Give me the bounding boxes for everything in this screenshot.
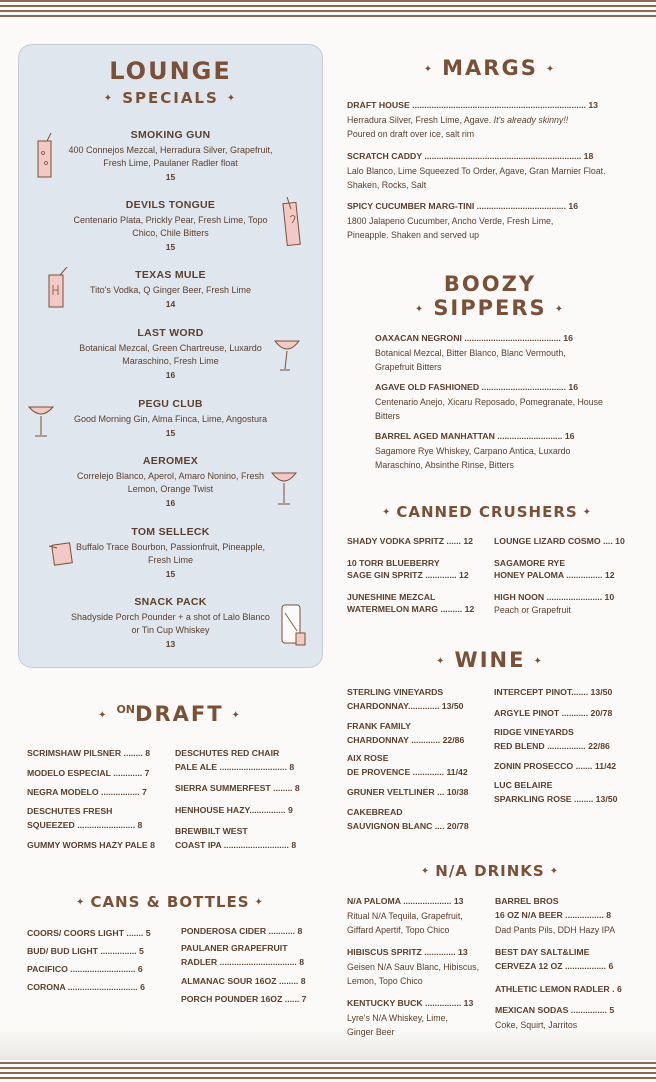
sippers-title — [340, 296, 640, 320]
star-icon: ✦ — [231, 709, 242, 721]
draft-title — [20, 702, 320, 726]
item-desc: Dad Pants Pils, DDH Hazy IPA — [495, 925, 616, 935]
menu-item — [347, 557, 469, 581]
item-row: JUNESHINE MEZCAL — [347, 592, 436, 602]
lounge-specials-panel — [18, 44, 323, 668]
item-row: MODELO ESPECIAL ............ 7 — [27, 768, 150, 778]
cocktail-desc: Botanical Mezcal, Green Chartreuse, Luxardo Maraschino, Fresh Lime — [79, 343, 262, 366]
draft-title-text: DRAFT — [135, 702, 224, 726]
menu-item — [495, 895, 645, 937]
item-row: CAKEBREAD — [347, 807, 403, 817]
item-row: PACIFICO ........................... 6 — [27, 964, 143, 974]
cocktail-name: DEVILS TONGUE — [125, 199, 216, 211]
menu-item — [495, 946, 613, 972]
item-desc: 1800 Jalapeno Cucumber, Ancho Verde, Fresh Lime, Pineapple. Shaken and served up — [347, 216, 554, 240]
item-row: ALMANAC SOUR 16OZ ........ 8 — [181, 976, 306, 986]
cocktail-price: 13 — [165, 639, 176, 649]
cocktail-price: 15 — [165, 428, 176, 438]
menu-item — [347, 720, 464, 746]
item-desc: Botanical Mezcal, Bitter Blanco, Blanc Vermouth, Grapefruit Bitters — [375, 348, 566, 372]
item-row: 10 TORR BLUEBERRY — [347, 558, 440, 568]
item-row: SIERRA SUMMERFEST ........ 8 — [175, 783, 300, 793]
item-desc: Geisen N/A Sauv Blanc, Hibiscus, Lemon, Topo Chico — [347, 962, 480, 986]
cocktail-price: 15 — [165, 242, 176, 252]
menu-item — [375, 381, 605, 423]
menu-item — [347, 591, 474, 615]
cocktail-desc: Good Morning Gin, Alma Finca, Lime, Angostura — [73, 414, 268, 424]
item-row: N/A PALOMA .................... 13 — [347, 896, 464, 906]
item-row: HENHOUSE HAZY............... 9 — [175, 805, 293, 815]
item-row-2: WATERMELON MARG ......... 12 — [347, 604, 475, 614]
menu-item — [27, 767, 149, 779]
item-row: SCRIMSHAW PILSNER ........ 8 — [27, 748, 151, 758]
menu-item — [347, 535, 473, 547]
draft-title-on: ON — [116, 703, 136, 716]
star-icon: ✦ — [436, 655, 447, 667]
menu-item — [347, 786, 469, 798]
menu-item — [27, 981, 145, 993]
cocktail-price: 14 — [165, 299, 176, 309]
menu-item — [494, 779, 617, 805]
menu-item — [27, 927, 151, 939]
highball-glass-icon — [35, 133, 55, 181]
cocktail-price: 16 — [165, 370, 176, 380]
menu-item — [494, 557, 615, 581]
cocktail-item — [19, 199, 322, 252]
menu-item — [347, 150, 617, 192]
item-row: HIGH NOON ....................... 10 — [494, 592, 615, 602]
item-desc: Peach or Grapefruit — [494, 605, 571, 615]
cocktail-name: LAST WORD — [137, 327, 204, 339]
item-row: INTERCEPT PINOT....... 13/50 — [494, 687, 613, 697]
menu-item — [347, 200, 592, 242]
na-title — [340, 862, 640, 880]
mule-glass-icon — [45, 267, 71, 311]
item-row: GRUNER VELTLINER ... 10/38 — [347, 787, 469, 797]
cocktail-desc: 400 Connejos Mezcal, Herradura Silver, Grapefruit, Fresh Lime, Paulaner Radler float — [68, 145, 273, 168]
menu-item — [27, 945, 144, 957]
item-row: BEST DAY SALT&LIME — [495, 947, 590, 957]
cocktail-name: TOM SELLECK — [131, 526, 210, 538]
item-row: LUC BELAIRE — [494, 780, 553, 790]
item-row: ZONIN PROSECCO ....... 11/42 — [494, 761, 617, 771]
canned-title — [332, 503, 642, 521]
cocktail-price: 16 — [165, 498, 176, 508]
menu-item — [181, 975, 306, 987]
item-row: PONDEROSA CIDER ........... 8 — [181, 926, 303, 936]
item-row-2: HONEY PALOMA ............... 12 — [494, 570, 615, 580]
item-row-2: CHARDONNAY ............ 22/86 — [347, 735, 465, 745]
star-icon: ✦ — [103, 93, 115, 104]
item-row: SCRATCH CADDY ................................................................. 18 — [347, 151, 594, 161]
margs-title-text: MARGS — [442, 56, 538, 80]
menu-item — [347, 997, 474, 1039]
top-stripes — [0, 0, 656, 20]
item-row: AGAVE OLD FASHIONED ................................... 16 — [375, 382, 579, 392]
lounge-subtitle-text: SPECIALS — [122, 89, 219, 107]
item-row-2: SAGE GIN SPRITZ ............. 12 — [347, 570, 469, 580]
menu-item — [347, 946, 487, 988]
menu-item — [181, 993, 307, 1005]
coupe-glass-icon — [272, 335, 302, 373]
item-row: LOUNGE LIZARD COSMO .... 10 — [494, 536, 625, 546]
item-desc: Centenario Anejo, Xicaru Reposado, Pomegranate, House Bitters — [375, 397, 603, 421]
item-row: PORCH POUNDER 16OZ ...... 7 — [181, 994, 307, 1004]
cocktail-price: 15 — [165, 569, 176, 579]
menu-item — [175, 747, 294, 773]
star-icon: ✦ — [76, 897, 86, 908]
item-row: ARGYLE PINOT ........... 20/78 — [494, 708, 613, 718]
na-title-text: N/A DRINKS — [435, 862, 545, 880]
menu-item — [347, 99, 637, 141]
menu-item — [27, 747, 150, 759]
item-row-2: CERVEZA 12 OZ ................. 6 — [495, 961, 614, 971]
menu-item — [375, 430, 605, 472]
star-icon: ✦ — [381, 507, 392, 518]
item-row: BARREL AGED MANHATTAN ........................... 16 — [375, 431, 575, 441]
cocktail-name: PEGU CLUB — [138, 398, 203, 410]
lounge-subtitle — [19, 89, 322, 107]
item-desc: Coke, Squirt, Jarritos — [495, 1020, 578, 1030]
cocktail-item — [19, 596, 322, 649]
coupe-glass-icon — [269, 469, 299, 509]
item-row: KENTUCKY BUCK ............... 13 — [347, 998, 474, 1008]
item-row: BREWBILT WEST — [175, 826, 248, 836]
wine-title — [340, 648, 640, 672]
item-desc-italic: It's already skinny!! — [491, 115, 569, 125]
cocktail-name: AEROMEX — [142, 455, 199, 467]
menu-item — [175, 804, 293, 816]
menu-item — [181, 942, 304, 968]
item-row-2: PALE ALE ............................ 8 — [175, 762, 295, 772]
menu-item — [494, 707, 612, 719]
margs-title — [340, 56, 640, 80]
item-row: SAGAMORE RYE — [494, 558, 566, 568]
coupe-glass-icon — [26, 403, 56, 439]
cocktail-desc: Tito's Vodka, Q Ginger Beer, Fresh Lime — [90, 285, 251, 295]
item-row: MEXICAN SODAS ............... 5 — [495, 1005, 615, 1015]
item-desc: Lalo Blanco, Lime Squeezed To Order, Agave, Gran Marnier Float. Shaken, Rocks, Salt — [347, 166, 606, 190]
item-row: HIBISCUS SPRITZ ............. 13 — [347, 947, 468, 957]
item-row-2: DE PROVENCE ............. 11/42 — [347, 767, 468, 777]
item-row: COORS/ COORS LIGHT ....... 5 — [27, 928, 151, 938]
menu-item — [494, 686, 612, 698]
can-and-shot-icon — [279, 601, 309, 649]
item-row-2: 16 OZ N/A BEER ................ 8 — [495, 910, 612, 920]
menu-item — [347, 686, 464, 712]
item-desc-text: Herradura Silver, Fresh Lime, Agave. — [347, 115, 492, 125]
canned-title-text: CANNED CRUSHERS — [396, 503, 578, 521]
menu-item — [494, 760, 616, 772]
star-icon: ✦ — [254, 897, 264, 908]
item-desc: Sagamore Rye Whiskey, Carpano Antica, Luxardo Maraschino, Absinthe Rinse, Bitters — [375, 446, 571, 470]
item-row-2: SPARKLING ROSE ........ 13/50 — [494, 794, 618, 804]
item-row: BARREL BROS — [495, 896, 559, 906]
cocktail-name: SNACK PACK — [134, 596, 207, 608]
menu-item — [347, 752, 468, 778]
menu-item — [494, 726, 610, 752]
star-icon: ✦ — [423, 63, 435, 75]
bottom-fade — [0, 1030, 656, 1060]
item-row: PAULANER GRAPEFRUIT — [181, 943, 288, 953]
item-row: NEGRA MODELO ................ 7 — [27, 787, 147, 797]
rocks-glass-icon — [47, 540, 77, 570]
cocktail-item — [19, 398, 322, 438]
menu-item — [494, 591, 614, 617]
star-icon: ✦ — [582, 507, 593, 518]
item-row: ATHLETIC LEMON RADLER . 6 — [495, 984, 622, 994]
item-row-2: SQUEEZED ........................ 8 — [27, 820, 143, 830]
star-icon: ✦ — [554, 303, 566, 315]
star-icon: ✦ — [549, 866, 560, 877]
tall-glass-icon — [281, 195, 303, 249]
item-row: AIX ROSE — [347, 753, 389, 763]
item-row: DRAFT HOUSE ........................................................................ 13 — [347, 100, 599, 110]
item-row-2: RADLER ................................ 8 — [181, 957, 305, 967]
item-row: SHADY VODKA SPRITZ ...... 12 — [347, 536, 473, 546]
cans-title-text: CANS & BOTTLES — [90, 893, 250, 911]
item-row: DESCHUTES FRESH — [27, 806, 113, 816]
menu-item — [175, 782, 300, 794]
star-icon: ✦ — [420, 866, 431, 877]
item-desc: Lyre's N/A Whiskey, Lime, Ginger Beer — [347, 1013, 448, 1037]
bottom-stripes — [0, 1062, 656, 1082]
menu-item — [27, 786, 147, 798]
cocktail-price: 15 — [165, 172, 176, 182]
cocktail-name: TEXAS MULE — [135, 269, 206, 281]
cans-title — [20, 893, 320, 911]
wine-title-text: WINE — [454, 648, 526, 672]
menu-item — [495, 983, 622, 995]
item-row: STERLING VINEYARDS — [347, 687, 444, 697]
star-icon: ✦ — [414, 303, 426, 315]
menu-item — [27, 839, 155, 851]
menu-item — [494, 535, 625, 547]
star-icon: ✦ — [226, 93, 238, 104]
cocktail-desc: Shadyside Porch Pounder + a shot of Lalo Blanco or Tin Cup Whiskey — [71, 612, 270, 635]
lounge-title: LOUNGE — [109, 57, 232, 85]
star-icon: ✦ — [98, 709, 109, 721]
item-row-2: CHARDONNAY............. 13/50 — [347, 701, 464, 711]
item-row: RIDGE VINEYARDS — [494, 727, 574, 737]
menu-item — [27, 805, 142, 831]
item-row-2: SAUVIGNON BLANC .... 20/78 — [347, 821, 469, 831]
item-row-2: COAST IPA ........................... 8 — [175, 840, 297, 850]
item-desc: Ritual N/A Tequila, Grapefruit, Giffard Apertif, Topo Chico — [347, 911, 463, 935]
item-row-2: RED BLEND ................ 22/86 — [494, 741, 610, 751]
menu-item — [495, 1004, 614, 1032]
menu-item — [175, 825, 296, 851]
menu-item — [347, 895, 487, 937]
menu-item — [375, 332, 605, 374]
boozy-title: BOOZY — [443, 272, 537, 296]
star-icon: ✦ — [533, 655, 544, 667]
cocktail-item — [19, 129, 322, 182]
cocktail-desc: Buffalo Trace Bourbon, Passionfruit, Pineapple, Fresh Lime — [76, 542, 265, 565]
menu-item — [27, 963, 143, 975]
item-desc — [347, 113, 637, 127]
item-desc-2: Poured on draft over ice, salt rim — [347, 129, 475, 139]
item-row: DESCHUTES RED CHAIR — [175, 748, 280, 758]
menu-item — [347, 806, 469, 832]
menu-item — [181, 925, 302, 937]
item-row: OAXACAN NEGRONI ........................................ 16 — [375, 333, 573, 343]
item-row: SPICY CUCUMBER MARG-TINI ..................................... 16 — [347, 201, 579, 211]
sippers-title-text: SIPPERS — [433, 296, 547, 320]
item-row: GUMMY WORMS HAZY PALE 8 — [27, 840, 155, 850]
item-row: CORONA ............................. 6 — [27, 982, 145, 992]
cocktail-desc: Correlejo Blanco, Aperol, Amaro Nonino, Fresh Lemon, Orange Twist — [76, 471, 265, 494]
item-row: BUD/ BUD LIGHT ............... 5 — [27, 946, 144, 956]
item-row: FRANK FAMILY — [347, 721, 411, 731]
star-icon: ✦ — [545, 63, 557, 75]
cocktail-name: SMOKING GUN — [130, 129, 211, 141]
cocktail-desc: Centenario Plata, Prickly Pear, Fresh Lime, Topo Chico, Chile Bitters — [73, 215, 268, 238]
